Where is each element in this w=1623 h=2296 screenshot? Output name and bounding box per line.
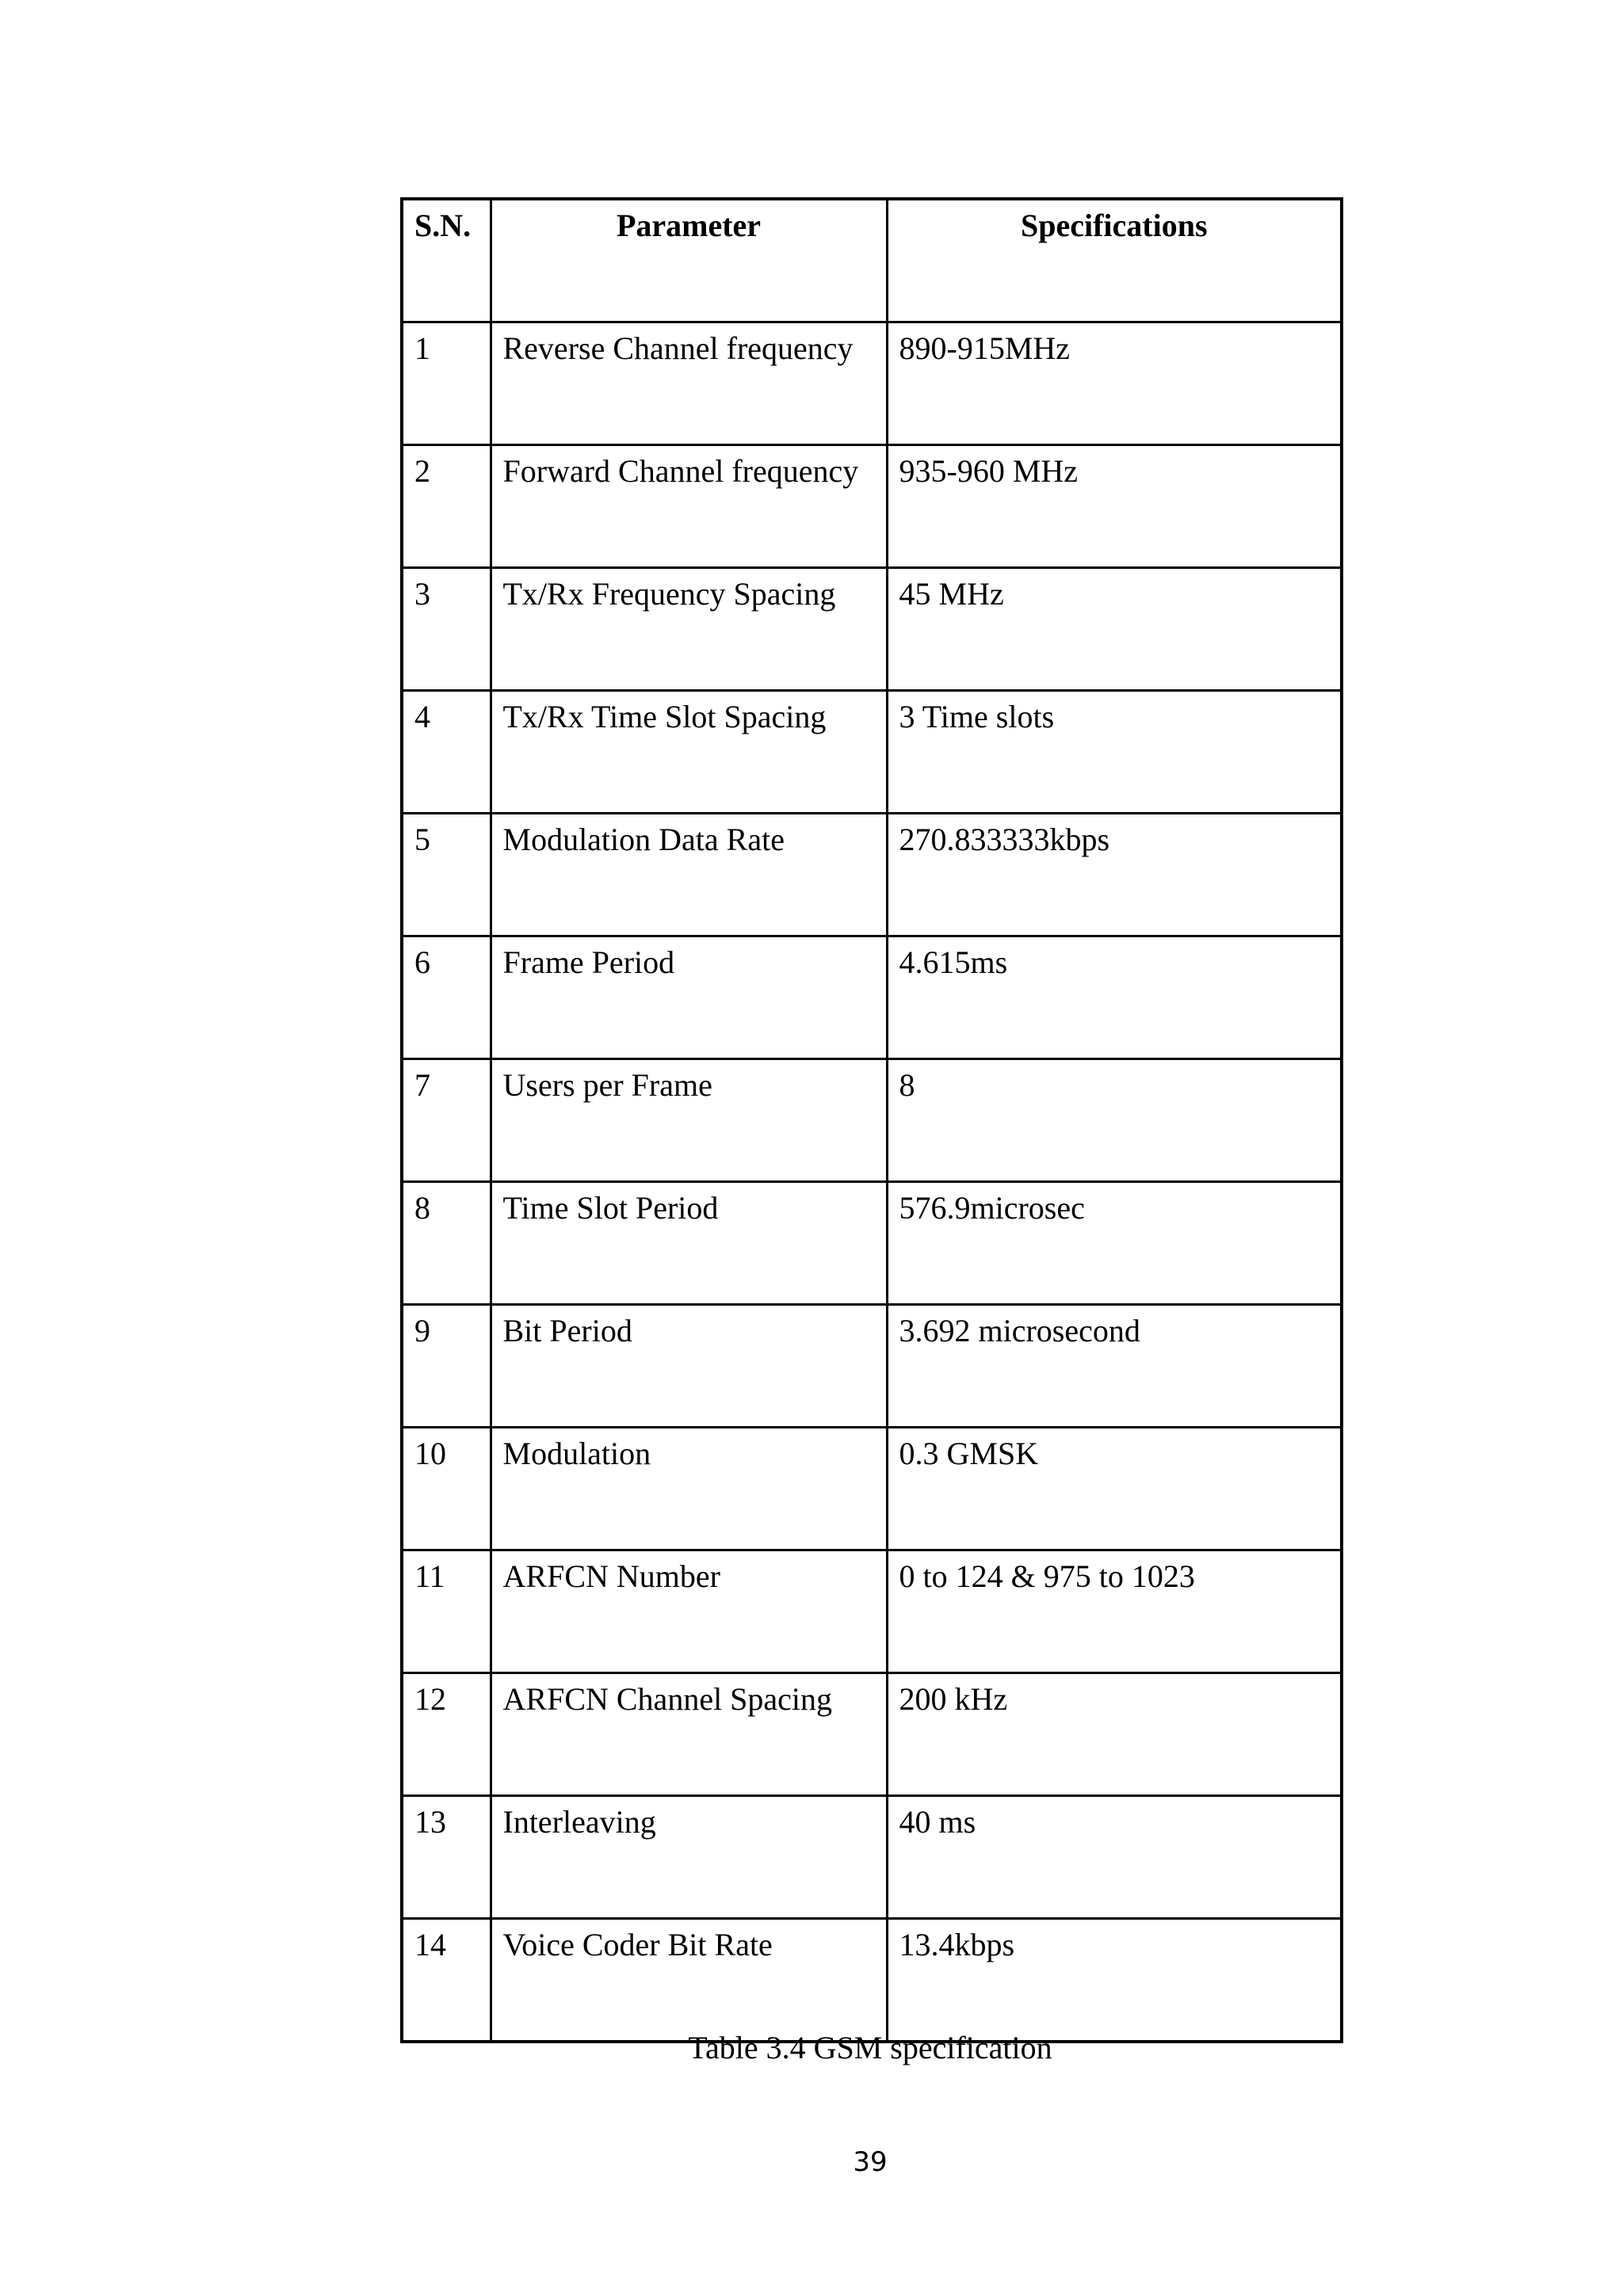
- cell-spec: 4.615ms: [887, 936, 1342, 1059]
- table-header-row: [402, 199, 1342, 322]
- table-row: [402, 691, 1342, 814]
- cell-sn: 2: [402, 445, 491, 568]
- page-number: 39: [853, 2146, 888, 2178]
- cell-spec: 40 ms: [887, 1796, 1342, 1919]
- cell-parameter: Bit Period: [491, 1305, 887, 1428]
- cell-sn: 7: [402, 1059, 491, 1182]
- cell-spec: 270.833333kbps: [887, 814, 1342, 936]
- table-row: [402, 445, 1342, 568]
- cell-parameter: Tx/Rx Frequency Spacing: [491, 568, 887, 691]
- cell-spec: 0 to 124 & 975 to 1023: [887, 1550, 1342, 1673]
- cell-parameter: Modulation: [491, 1428, 887, 1550]
- table-row: [402, 1673, 1342, 1796]
- header-parameter: Parameter: [491, 199, 887, 322]
- header-sn: S.N.: [402, 199, 491, 322]
- cell-parameter: Interleaving: [491, 1796, 887, 1919]
- cell-spec: 200 kHz: [887, 1673, 1342, 1796]
- cell-sn: 13: [402, 1796, 491, 1919]
- cell-spec: 3.692 microsecond: [887, 1305, 1342, 1428]
- cell-spec: 3 Time slots: [887, 691, 1342, 814]
- table-row: [402, 1919, 1342, 2042]
- table-row: [402, 936, 1342, 1059]
- gsm-specification-table: [400, 197, 1343, 2043]
- cell-sn: 8: [402, 1182, 491, 1305]
- table-row: [402, 322, 1342, 445]
- cell-spec: 890-915MHz: [887, 322, 1342, 445]
- cell-parameter: Tx/Rx Time Slot Spacing: [491, 691, 887, 814]
- cell-sn: 9: [402, 1305, 491, 1428]
- table-row: [402, 1428, 1342, 1550]
- cell-spec: 13.4kbps: [887, 1919, 1342, 2042]
- cell-sn: 11: [402, 1550, 491, 1673]
- header-specifications: Specifications: [887, 199, 1342, 322]
- cell-parameter: Forward Channel frequency: [491, 445, 887, 568]
- cell-sn: 5: [402, 814, 491, 936]
- cell-sn: 14: [402, 1919, 491, 2042]
- cell-spec: 0.3 GMSK: [887, 1428, 1342, 1550]
- cell-parameter: Modulation Data Rate: [491, 814, 887, 936]
- table-row: [402, 568, 1342, 691]
- cell-spec: 935-960 MHz: [887, 445, 1342, 568]
- table-caption: Table 3.4 GSM specification: [688, 2030, 1052, 2065]
- cell-sn: 6: [402, 936, 491, 1059]
- table-row: [402, 814, 1342, 936]
- cell-parameter: Users per Frame: [491, 1059, 887, 1182]
- table-row: [402, 1305, 1342, 1428]
- cell-spec: 45 MHz: [887, 568, 1342, 691]
- cell-parameter: ARFCN Number: [491, 1550, 887, 1673]
- cell-spec: 8: [887, 1059, 1342, 1182]
- cell-sn: 3: [402, 568, 491, 691]
- cell-parameter: Reverse Channel frequency: [491, 322, 887, 445]
- cell-parameter: Time Slot Period: [491, 1182, 887, 1305]
- cell-parameter: Frame Period: [491, 936, 887, 1059]
- table-row: [402, 1059, 1342, 1182]
- cell-sn: 4: [402, 691, 491, 814]
- table-row: [402, 1550, 1342, 1673]
- cell-sn: 10: [402, 1428, 491, 1550]
- cell-sn: 1: [402, 322, 491, 445]
- cell-sn: 12: [402, 1673, 491, 1796]
- table-row: [402, 1182, 1342, 1305]
- table-row: [402, 1796, 1342, 1919]
- cell-parameter: Voice Coder Bit Rate: [491, 1919, 887, 2042]
- cell-parameter: ARFCN Channel Spacing: [491, 1673, 887, 1796]
- cell-spec: 576.9microsec: [887, 1182, 1342, 1305]
